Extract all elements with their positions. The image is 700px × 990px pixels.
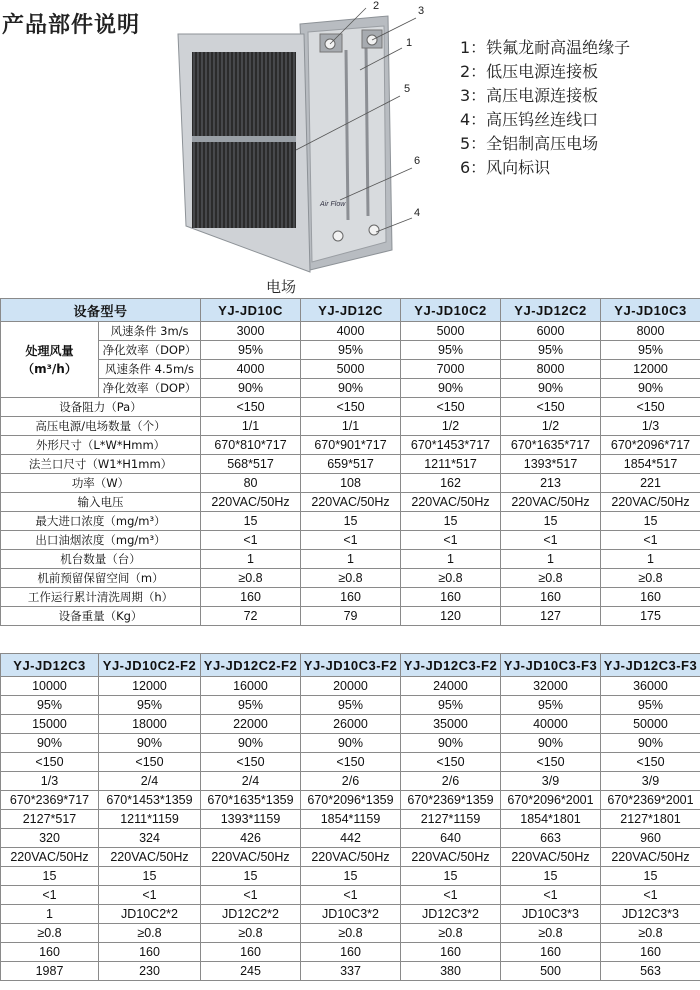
table-cell: 670*901*717 — [301, 436, 401, 455]
table-cell: 220VAC/50Hz — [401, 493, 501, 512]
table-cell: <1 — [99, 886, 201, 905]
group-label-line: 处理风量 — [25, 343, 74, 358]
table-cell: 160 — [601, 588, 700, 607]
table-cell: 426 — [201, 829, 301, 848]
table-cell: 24000 — [401, 677, 501, 696]
table-cell: 1854*517 — [601, 455, 700, 474]
callout-2: 2 — [373, 0, 380, 12]
table-cell: 160 — [1, 943, 99, 962]
table-cell: ≥0.8 — [201, 924, 301, 943]
table-row — [1, 677, 700, 696]
table-row — [1, 696, 700, 715]
row-label: 法兰口尺寸（W1*H1mm） — [1, 455, 201, 474]
table-cell: 10000 — [1, 677, 99, 696]
legend-item: 6：风向标识 — [460, 158, 551, 177]
table-cell: 220VAC/50Hz — [301, 848, 401, 867]
table-cell: 670*1635*1359 — [201, 791, 301, 810]
table-cell: 220VAC/50Hz — [501, 493, 601, 512]
table-cell: 442 — [301, 829, 401, 848]
table-cell: 1/1 — [201, 417, 301, 436]
table-cell: 659*517 — [301, 455, 401, 474]
table-row — [1, 417, 700, 436]
table-cell: 15 — [401, 867, 501, 886]
table-cell: 95% — [601, 341, 700, 360]
table-cell: 220VAC/50Hz — [201, 493, 301, 512]
table-cell: 1 — [501, 550, 601, 569]
table-cell: <1 — [601, 531, 700, 550]
table-cell: 95% — [501, 341, 601, 360]
table-cell: 90% — [501, 379, 601, 398]
table-cell: 90% — [401, 379, 501, 398]
table-row — [1, 791, 700, 810]
page-title: 产品部件说明 — [2, 13, 141, 38]
table-row — [1, 474, 700, 493]
table-cell: 160 — [501, 943, 601, 962]
table-cell: 663 — [501, 829, 601, 848]
table-cell: 220VAC/50Hz — [601, 848, 700, 867]
table-cell: 4000 — [201, 360, 301, 379]
row-label: 设备重量（Kg） — [1, 607, 201, 626]
model-header: YJ-JD10C2 — [401, 299, 501, 322]
table-cell: 563 — [601, 962, 700, 981]
table-cell: 15 — [99, 867, 201, 886]
group-label-unit: （m³/h） — [22, 361, 77, 376]
model-header: YJ-JD12C3-F3 — [601, 654, 700, 677]
table-cell: 220VAC/50Hz — [601, 493, 700, 512]
table-cell: 95% — [501, 696, 601, 715]
table-cell: 221 — [601, 474, 700, 493]
row-label: 出口油烟浓度（mg/m³） — [1, 531, 201, 550]
table-cell: 15000 — [1, 715, 99, 734]
table-cell: 72 — [201, 607, 301, 626]
table-cell: 670*2096*2001 — [501, 791, 601, 810]
table-row — [1, 607, 700, 626]
legend-item: 3：高压电源连接板 — [460, 86, 599, 105]
table-cell: 3000 — [201, 322, 301, 341]
table-cell: 2127*517 — [1, 810, 99, 829]
table-cell: 15 — [501, 512, 601, 531]
table-cell: JD10C3*2 — [301, 905, 401, 924]
model-header: YJ-JD12C2-F2 — [201, 654, 301, 677]
table-cell: 1987 — [1, 962, 99, 981]
model-header: YJ-JD12C3-F2 — [401, 654, 501, 677]
table-cell: 95% — [301, 696, 401, 715]
table-row — [1, 943, 700, 962]
table-cell: ≥0.8 — [501, 924, 601, 943]
table-cell: <1 — [201, 886, 301, 905]
table-cell: 108 — [301, 474, 401, 493]
table-cell: 160 — [201, 588, 301, 607]
table-cell: JD10C3*3 — [501, 905, 601, 924]
table-row — [1, 493, 700, 512]
table-cell: 79 — [301, 607, 401, 626]
table-cell: 3/9 — [601, 772, 700, 791]
table-cell: 95% — [401, 696, 501, 715]
table-row — [1, 341, 700, 360]
table-cell: 162 — [401, 474, 501, 493]
table-cell: 160 — [301, 588, 401, 607]
table-row — [1, 753, 700, 772]
row-label: 设备阻力（Pa） — [1, 398, 201, 417]
table-row — [1, 867, 700, 886]
parts-legend — [460, 36, 630, 180]
table-cell: 500 — [501, 962, 601, 981]
table-row — [1, 962, 700, 981]
table-cell: 670*2369*1359 — [401, 791, 501, 810]
table-cell: 90% — [301, 379, 401, 398]
table-cell: 22000 — [201, 715, 301, 734]
callout-3: 3 — [418, 5, 425, 17]
table-cell: 90% — [401, 734, 501, 753]
table-cell: 95% — [301, 341, 401, 360]
model-header: YJ-JD10C3-F2 — [301, 654, 401, 677]
table-row — [1, 848, 700, 867]
table-cell: 20000 — [301, 677, 401, 696]
table-cell: 670*1453*717 — [401, 436, 501, 455]
row-label: 功率（W） — [1, 474, 201, 493]
row-label: 机前预留保留空间（m） — [1, 569, 201, 588]
table-cell: ≥0.8 — [601, 569, 700, 588]
table-cell: 245 — [201, 962, 301, 981]
table-cell: 90% — [1, 734, 99, 753]
table-row — [1, 531, 700, 550]
table-cell: 1393*1159 — [201, 810, 301, 829]
table-cell: 960 — [601, 829, 700, 848]
table-cell: JD12C3*2 — [401, 905, 501, 924]
table-cell: 15 — [401, 512, 501, 531]
table-cell: 160 — [401, 943, 501, 962]
table-cell: ≥0.8 — [301, 924, 401, 943]
table-row — [1, 550, 700, 569]
table-cell: <1 — [401, 886, 501, 905]
table-cell: 220VAC/50Hz — [99, 848, 201, 867]
table-cell: 1 — [401, 550, 501, 569]
table-cell: 50000 — [601, 715, 700, 734]
table-cell: <1 — [301, 886, 401, 905]
row-label: 高压电源/电场数量（个） — [1, 417, 201, 436]
table-row — [1, 436, 700, 455]
row-label: 净化效率（DOP） — [99, 379, 201, 398]
table-row — [1, 734, 700, 753]
legend-item: 5：全铝制高压电场 — [460, 134, 599, 153]
table-cell: 1211*1159 — [99, 810, 201, 829]
table-cell: 16000 — [201, 677, 301, 696]
table-cell: 95% — [1, 696, 99, 715]
table-cell: <150 — [201, 753, 301, 772]
table-cell: 95% — [601, 696, 700, 715]
table-cell: 670*2369*717 — [1, 791, 99, 810]
table-cell: 160 — [401, 588, 501, 607]
table-cell: 220VAC/50Hz — [401, 848, 501, 867]
row-label: 机台数量（台） — [1, 550, 201, 569]
table-cell: 670*1635*717 — [501, 436, 601, 455]
table-cell: 320 — [1, 829, 99, 848]
table-cell: <1 — [501, 886, 601, 905]
table-cell: ≥0.8 — [1, 924, 99, 943]
table-cell: 160 — [301, 943, 401, 962]
table-cell: ≥0.8 — [601, 924, 700, 943]
table-cell: 1/3 — [1, 772, 99, 791]
table-row — [1, 772, 700, 791]
table-cell: 35000 — [401, 715, 501, 734]
table-cell: 1/1 — [301, 417, 401, 436]
table-cell: 1 — [601, 550, 700, 569]
table-cell: 12000 — [601, 360, 700, 379]
table-cell: 80 — [201, 474, 301, 493]
table-cell: ≥0.8 — [401, 569, 501, 588]
table-cell: 15 — [201, 512, 301, 531]
table-cell: 220VAC/50Hz — [201, 848, 301, 867]
table-cell: 127 — [501, 607, 601, 626]
table-cell: 2127*1159 — [401, 810, 501, 829]
table-cell: 15 — [601, 512, 700, 531]
table-cell: <1 — [301, 531, 401, 550]
table-cell: 90% — [201, 379, 301, 398]
model-header: YJ-JD10C2-F2 — [99, 654, 201, 677]
table-cell: 4000 — [301, 322, 401, 341]
callout-4: 4 — [414, 207, 421, 219]
table-row — [1, 810, 700, 829]
table-cell: <150 — [401, 398, 501, 417]
row-label: 净化效率（DOP） — [99, 341, 201, 360]
table-cell: JD12C3*3 — [601, 905, 700, 924]
table-cell: 175 — [601, 607, 700, 626]
table-cell: JD12C2*2 — [201, 905, 301, 924]
table-cell: 1/2 — [501, 417, 601, 436]
table-cell: 670*2369*2001 — [601, 791, 700, 810]
model-header: YJ-JD10C3-F3 — [501, 654, 601, 677]
table-cell: ≥0.8 — [501, 569, 601, 588]
row-label: 风速条件 3m/s — [99, 322, 201, 341]
table-row — [1, 379, 700, 398]
table-cell: ≥0.8 — [99, 924, 201, 943]
table-cell: 670*2096*1359 — [301, 791, 401, 810]
table-cell: 640 — [401, 829, 501, 848]
table-cell: 1/2 — [401, 417, 501, 436]
table-cell: 90% — [201, 734, 301, 753]
table-cell: 90% — [99, 734, 201, 753]
model-header: YJ-JD12C2 — [501, 299, 601, 322]
table-cell: 670*1453*1359 — [99, 791, 201, 810]
table-cell: 337 — [301, 962, 401, 981]
table-cell: 120 — [401, 607, 501, 626]
table-row — [1, 322, 700, 341]
table-cell: 90% — [301, 734, 401, 753]
table-cell: <1 — [1, 886, 99, 905]
table-cell: 40000 — [501, 715, 601, 734]
table-cell: 15 — [301, 512, 401, 531]
table-cell: <150 — [1, 753, 99, 772]
table-cell: 1/3 — [601, 417, 700, 436]
table-cell: <150 — [601, 753, 700, 772]
table-cell: 2/6 — [301, 772, 401, 791]
table-cell: 1 — [201, 550, 301, 569]
callout-5: 5 — [404, 83, 411, 95]
table-cell: 670*2096*717 — [601, 436, 700, 455]
table-cell: 1 — [301, 550, 401, 569]
table-cell: 32000 — [501, 677, 601, 696]
table-cell: <150 — [301, 753, 401, 772]
model-header: YJ-JD10C3 — [601, 299, 700, 322]
table-cell: 220VAC/50Hz — [301, 493, 401, 512]
table-cell: 2/4 — [201, 772, 301, 791]
model-header: YJ-JD12C — [301, 299, 401, 322]
row-label: 输入电压 — [1, 493, 201, 512]
table-cell: JD10C2*2 — [99, 905, 201, 924]
table-cell: ≥0.8 — [301, 569, 401, 588]
table-cell: 380 — [401, 962, 501, 981]
table-cell: 95% — [201, 341, 301, 360]
table-cell: 3/9 — [501, 772, 601, 791]
table-cell: 15 — [501, 867, 601, 886]
table-cell: 160 — [201, 943, 301, 962]
table-row — [1, 715, 700, 734]
table-cell: <1 — [201, 531, 301, 550]
table-cell: 90% — [601, 379, 700, 398]
table-cell: 220VAC/50Hz — [1, 848, 99, 867]
table-cell: ≥0.8 — [401, 924, 501, 943]
electric-field-photo — [170, 0, 460, 290]
table-cell: 324 — [99, 829, 201, 848]
table-cell: 95% — [99, 696, 201, 715]
row-label: 工作运行累计清洗周期（h） — [1, 588, 201, 607]
table-cell: <150 — [501, 398, 601, 417]
table-row — [1, 924, 700, 943]
table-header-label: 设备型号 — [1, 299, 201, 322]
table-cell: 1211*517 — [401, 455, 501, 474]
table-cell: 1854*1801 — [501, 810, 601, 829]
model-header: YJ-JD12C3 — [1, 654, 99, 677]
table-row — [1, 588, 700, 607]
row-label: 外形尺寸（L*W*Hmm） — [1, 436, 201, 455]
table-cell: 1854*1159 — [301, 810, 401, 829]
table-cell: 2127*1801 — [601, 810, 700, 829]
airflow-label: Air Flow — [320, 201, 346, 208]
airflow-group-label — [1, 322, 99, 398]
table-cell: <150 — [501, 753, 601, 772]
table-cell: 15 — [201, 867, 301, 886]
model-header: YJ-JD10C — [201, 299, 301, 322]
table-cell: <150 — [201, 398, 301, 417]
table-row — [1, 360, 700, 379]
table-cell: 26000 — [301, 715, 401, 734]
table-cell: 160 — [601, 943, 700, 962]
legend-item: 4：高压钨丝连线口 — [460, 110, 599, 129]
table-cell: 90% — [501, 734, 601, 753]
table-cell: 670*810*717 — [201, 436, 301, 455]
table-cell: 160 — [501, 588, 601, 607]
callout-1: 1 — [406, 37, 413, 49]
table-cell: 8000 — [601, 322, 700, 341]
table-cell: 95% — [201, 696, 301, 715]
table-row — [1, 829, 700, 848]
table-cell: 5000 — [401, 322, 501, 341]
row-label: 最大进口浓度（mg/m³） — [1, 512, 201, 531]
table-row — [1, 455, 700, 474]
table-cell: 2/6 — [401, 772, 501, 791]
table-cell: 36000 — [601, 677, 700, 696]
table-cell: <150 — [301, 398, 401, 417]
table-cell: <150 — [401, 753, 501, 772]
table-cell: <150 — [99, 753, 201, 772]
table-cell: 95% — [401, 341, 501, 360]
table-cell: 230 — [99, 962, 201, 981]
row-label: 风速条件 4.5m/s — [99, 360, 201, 379]
table-cell: 160 — [99, 943, 201, 962]
table-cell: 1393*517 — [501, 455, 601, 474]
photo-caption: 电场 — [266, 278, 297, 296]
callout-6: 6 — [414, 155, 421, 167]
table-cell: 15 — [601, 867, 700, 886]
table-cell: 12000 — [99, 677, 201, 696]
table-cell: 220VAC/50Hz — [501, 848, 601, 867]
table-cell: 5000 — [301, 360, 401, 379]
table-cell: 15 — [301, 867, 401, 886]
table-row — [1, 905, 700, 924]
table-cell: <1 — [501, 531, 601, 550]
table-cell: 90% — [601, 734, 700, 753]
table-cell: 2/4 — [99, 772, 201, 791]
table-cell: 568*517 — [201, 455, 301, 474]
table-cell: <1 — [401, 531, 501, 550]
spec-table-extended — [0, 653, 700, 981]
table-cell: ≥0.8 — [201, 569, 301, 588]
table-cell: 213 — [501, 474, 601, 493]
spec-table-main — [0, 298, 700, 626]
table-cell: 7000 — [401, 360, 501, 379]
table-cell: 15 — [1, 867, 99, 886]
legend-item: 2：低压电源连接板 — [460, 62, 599, 81]
table-cell: 8000 — [501, 360, 601, 379]
table-cell: <1 — [601, 886, 700, 905]
table-row — [1, 886, 700, 905]
table-cell: <150 — [601, 398, 700, 417]
table-row — [1, 569, 700, 588]
legend-item: 1：铁氟龙耐高温绝缘子 — [460, 38, 631, 57]
table-cell: 18000 — [99, 715, 201, 734]
table-cell: 1 — [1, 905, 99, 924]
table-cell: 6000 — [501, 322, 601, 341]
table-row — [1, 512, 700, 531]
table-row — [1, 398, 700, 417]
